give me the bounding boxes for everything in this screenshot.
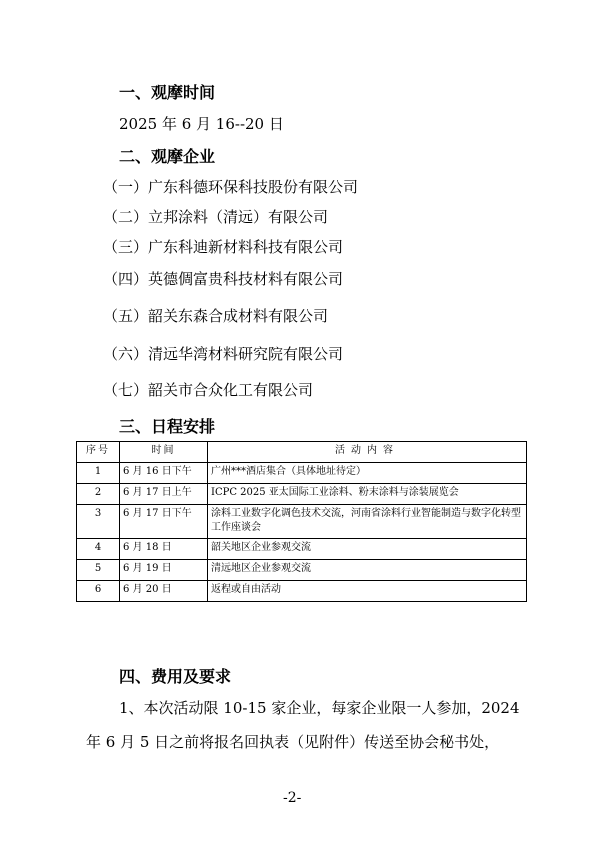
company-item: （四）英德倜富贵科技材料有限公司 xyxy=(103,270,344,288)
row-activity: 涂料工业数字化调色技术交流，河南省涂料行业智能制造与数字化转型工作座谈会 xyxy=(208,505,527,539)
table-row xyxy=(77,484,527,505)
row-number: 5 xyxy=(77,560,120,581)
company-item: （二）立邦涂料（清远）有限公司 xyxy=(103,208,329,226)
row-activity: 清远地区企业参观交流 xyxy=(208,560,527,581)
table-row xyxy=(77,539,527,560)
company-item: （六）清远华湾材料研究院有限公司 xyxy=(103,345,344,363)
column-header-activity: 活动内容 xyxy=(208,442,527,463)
column-header-no: 序号 xyxy=(77,442,120,463)
schedule-table xyxy=(76,441,527,602)
table-row xyxy=(77,505,527,539)
row-time: 6 月 17 日下午 xyxy=(120,505,208,539)
row-activity: 广州***酒店集合（具体地址待定） xyxy=(208,463,527,484)
table-row xyxy=(77,463,527,484)
requirements-paragraph-line-1: 1、本次活动限 10-15 家企业，每家企业限一人参加，2024 xyxy=(119,699,520,717)
section-heading-schedule: 三、日程安排 xyxy=(119,417,216,436)
row-number: 6 xyxy=(77,581,120,602)
section-heading-fees: 四、费用及要求 xyxy=(119,667,232,686)
row-activity: 返程或自由活动 xyxy=(208,581,527,602)
row-number: 1 xyxy=(77,463,120,484)
row-number: 3 xyxy=(77,505,120,539)
page-number: -2- xyxy=(283,790,302,806)
requirements-paragraph-line-2: 年 6 月 5 日之前将报名回执表（见附件）传送至协会秘书处， xyxy=(86,733,500,751)
table-row xyxy=(77,560,527,581)
section-heading-companies: 二、观摩企业 xyxy=(119,147,216,166)
table-row xyxy=(77,581,527,602)
table-header-row xyxy=(77,442,527,463)
row-time: 6 月 19 日 xyxy=(120,560,208,581)
row-time: 6 月 16 日下午 xyxy=(120,463,208,484)
company-item: （一）广东科德环保科技股份有限公司 xyxy=(103,178,359,196)
row-activity: 韶关地区企业参观交流 xyxy=(208,539,527,560)
row-number: 2 xyxy=(77,484,120,505)
row-activity: ICPC 2025 亚太国际工业涂料、粉末涂料与涂装展览会 xyxy=(208,484,527,505)
row-time: 6 月 17 日上午 xyxy=(120,484,208,505)
row-number: 4 xyxy=(77,539,120,560)
row-time: 6 月 20 日 xyxy=(120,581,208,602)
column-header-time: 时间 xyxy=(120,442,208,463)
company-item: （三）广东科迪新材料科技有限公司 xyxy=(103,238,344,256)
visit-dates: 2025 年 6 月 16--20 日 xyxy=(119,115,284,133)
company-item: （五）韶关东森合成材料有限公司 xyxy=(103,307,329,325)
row-time: 6 月 18 日 xyxy=(120,539,208,560)
section-heading-time: 一、观摩时间 xyxy=(119,83,216,102)
company-item: （七）韶关市合众化工有限公司 xyxy=(103,381,314,399)
